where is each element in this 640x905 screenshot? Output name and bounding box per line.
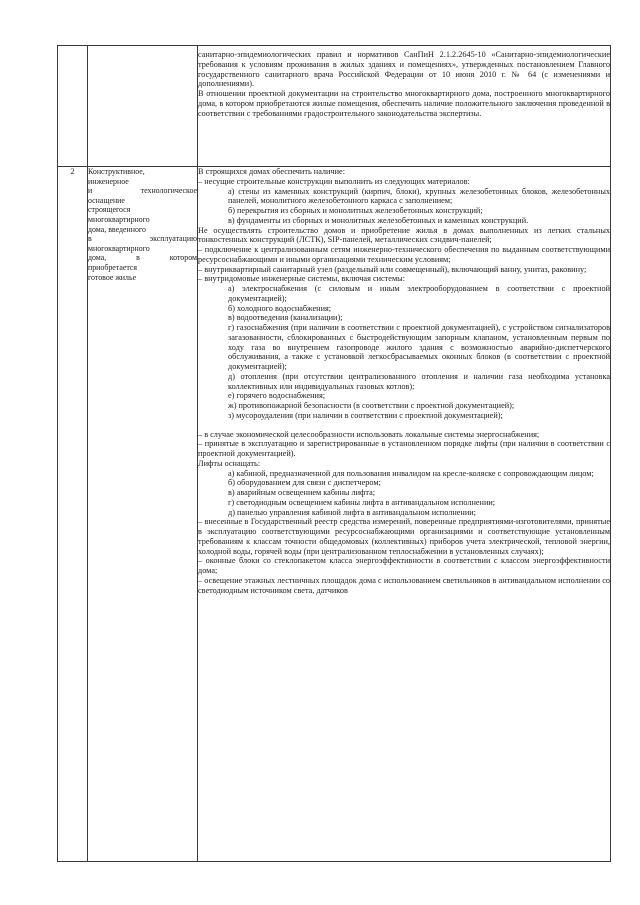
row-number-cell: 2	[58, 167, 88, 862]
criterion-line: и технологическое	[88, 186, 197, 196]
criterion-line: дома, введенного	[88, 224, 146, 234]
criterion-line: строящегося	[88, 205, 131, 215]
sub-item: а) кабиной, предназначенной для пользования инвалидом на кресле-коляске с сопровождающим лицом;	[228, 468, 594, 478]
criterion-line: Конструктивное,	[88, 167, 145, 176]
paragraph: – подключение к централизованным сетям инженерно-технического обеспечения по выданным соответствующими ресурсоснабжающими и иными организациями техническим условиям;	[198, 245, 610, 264]
row-number-cell	[58, 46, 88, 167]
sub-item: б) оборудованием для связи с диспетчером;	[228, 478, 381, 488]
table-row	[58, 46, 611, 167]
sub-item: а) стены из каменных конструкций (кирпич, блоки), крупных железобетонных блоков, железобетонных панелей, монолитного железобетонного каркаса с заполнением;	[228, 186, 610, 206]
sub-item: а) электроснабжения (с силовым и иным электрооборудованием в соответствии с проектной документацией);	[228, 284, 610, 303]
requirements-cell	[198, 167, 611, 862]
sub-item: д) отопления (при отсутствии централизованного отопления и наличии газа необходима установка коллективных или индивидуальных газовых котлов);	[228, 371, 610, 391]
criterion-cell	[88, 46, 198, 167]
criterion-line: инженерное	[88, 176, 129, 186]
table-row	[58, 167, 611, 862]
criterion-line: многоквартирного	[88, 243, 150, 253]
paragraph: В строящихся домах обеспечить наличие:	[198, 167, 345, 176]
criterion-line: дома, в котором	[88, 253, 197, 263]
paragraph: – оконные блоки со стеклопакетом класса энергоэффективности в соответствии с классом энергоэффективности дома;	[198, 556, 610, 575]
criterion-line: готовое жилье	[88, 272, 137, 282]
sub-item: б) перекрытия из сборных и монолитных железобетонных конструкций;	[228, 206, 483, 215]
requirements-cell	[198, 46, 611, 167]
sub-item: в) аварийным освещением кабины лифта;	[228, 488, 376, 497]
criterion-cell	[88, 167, 198, 862]
sub-item: ж) противопожарной безопасности (в соответствии с проектной документацией);	[228, 401, 515, 410]
criterion-line: оснащение	[88, 195, 125, 205]
paragraph: – в случае экономической целесообразности использовать локальные системы энергоснабжения;	[198, 429, 540, 439]
criterion-line: в эксплуатацию	[88, 234, 197, 244]
spacer	[198, 421, 610, 430]
paragraph: Не осуществлять строительство домов и приобретение жилья в домах выполненных из легких стальных тонкостенных конструкций (ЛСТК), SIP-панелей, металлических сэндвич-панелей;	[198, 225, 610, 245]
criterion-line: многоквартирного	[88, 214, 150, 224]
paragraph: – внутридомовые инженерные системы, включая системы:	[198, 274, 406, 284]
sub-item: б) холодного водоснабжения;	[228, 303, 332, 313]
paragraph: санитарно-эпидемиологических правил и нормативов СанПиН 2.1.2.2645-10 «Санитарно-эпидемиологические требования к условиям проживания в жилых зданиях и помещениях», утвержденных постановлением Главного государственного санитарного врача Российской Федерации от 10 июня 2010 г. № 64 (с изменениями и дополнениями).	[198, 50, 610, 89]
paragraph: В отношении проектной документации на строительство многоквартирного дома, построенного многоквартирного дома, в котором приобретаются жилые помещения, обеспечить наличие положительного заключения проведенной в соответствии с требованиями градостроительного законодательства экспертизы.	[198, 89, 610, 118]
paragraph: – внутриквартирный санитарный узел (раздельный или совмещенный), включающий ванну, унитаз, раковину;	[198, 264, 587, 274]
sub-item: е) горячего водоснабжения;	[228, 391, 326, 401]
sub-item: г) светодиодным освещением кабины лифта в антивандальном исполнении;	[228, 497, 496, 507]
paragraph: – внесенные в Государственный реестр средства измерений, поверенные предприятиями-изготовителями, принятые в эксплуатацию соответствующими ресурсоснабжающими организациями и соответствующие установленным требованиям к классам точности общедомовых (коллективных) приборов учета электрической, тепловой энергии, холодной воды, горячей воды (при централизованном теплоснабжении в установленных случаях);	[198, 517, 610, 556]
criterion-line: приобретается	[88, 262, 138, 272]
sub-item: з) мусороудаления (при наличии в соответствии с проектной документацией);	[228, 410, 503, 420]
sub-item: д) панелью управления кабиной лифта в антивандальном исполнении;	[228, 507, 476, 517]
paragraph: – освещение этажных лестничных площадок дома с использованием светильников в антивандальном исполнении со светодиодным источником света, датчиков	[198, 575, 610, 595]
paragraph: Лифты оснащать:	[198, 458, 261, 468]
sub-item: в) фундаменты из сборных и монолитных железобетонных и каменных конструкций.	[228, 215, 529, 225]
sub-item: в) водоотведения (канализации);	[228, 313, 343, 323]
paragraph: – несущие строительные конструкции выполнить из следующих материалов:	[198, 176, 470, 186]
paragraph: – принятые в эксплуатацию и зарегистрированные в установленном порядке лифты (при наличии в соответствии с проектной документацией).	[198, 439, 610, 458]
sub-item: г) газоснабжения (при наличии в соответствии с проектной документацией), с устройством сигнализаторов загазованности, сблокированных с быстродействующим запорным клапаном, установленным первым по ходу газа во внутреннем газопроводе жилого здания с возможностью аварийно-диспетчерского обслуживания, а также с установкой легкосбрасываемых оконных блоков (в соответствии с проектной документацией);	[228, 323, 610, 371]
requirements-table	[57, 45, 611, 862]
